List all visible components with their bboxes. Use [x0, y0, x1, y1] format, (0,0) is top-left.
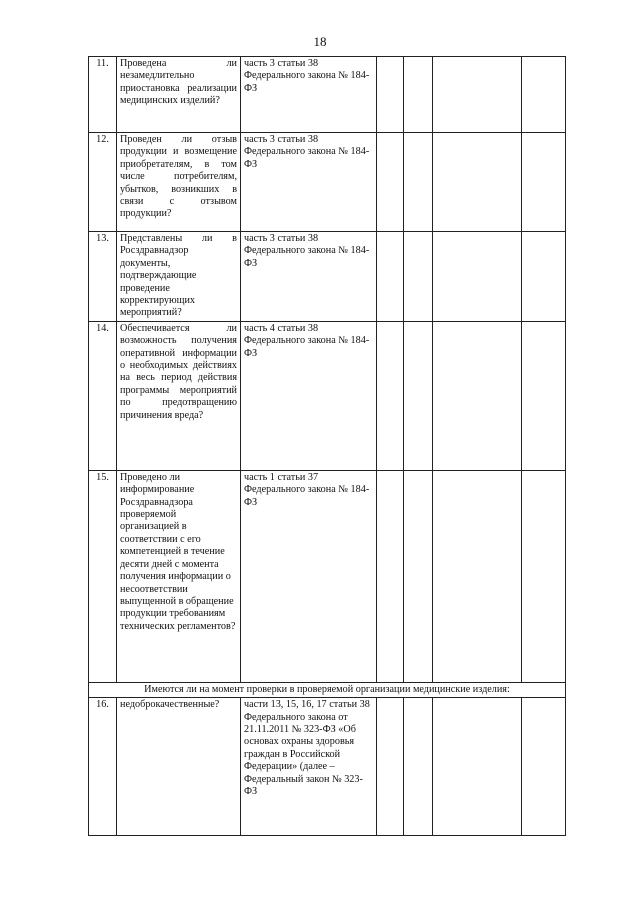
- legal-reference-cell: часть 3 статьи 38 Федерального закона № 184-ФЗ: [241, 232, 377, 322]
- yes-cell: [377, 57, 404, 133]
- section-header: Имеются ли на момент проверки в проверяемой организации медицинские изделия:: [89, 682, 566, 697]
- table-row: [89, 321, 566, 470]
- legal-reference-cell: часть 3 статьи 38 Федерального закона № 184-ФЗ: [241, 57, 377, 133]
- no-cell: [404, 698, 433, 836]
- note-cell: [522, 232, 566, 322]
- legal-reference-cell: части 13, 15, 16, 17 статьи 38 Федерального закона от 21.11.2011 № 323-ФЗ «Об основах охраны здоровья граждан в Российской Федерации» (далее – Федеральный закон № 323-ФЗ: [241, 698, 377, 836]
- row-number: 14.: [89, 321, 117, 470]
- note-cell: [522, 321, 566, 470]
- not-applicable-cell: [433, 57, 522, 133]
- table-row: [89, 470, 566, 682]
- question-cell: Проведен ли отзыв продукции и возмещение приобретателям, в том числе потребителям, убытков, возникших в связи с отзывом продукции?: [117, 133, 241, 232]
- no-cell: [404, 232, 433, 322]
- legal-reference-cell: часть 3 статьи 38 Федерального закона № 184-ФЗ: [241, 133, 377, 232]
- row-number: 16.: [89, 698, 117, 836]
- table-row: [89, 57, 566, 133]
- not-applicable-cell: [433, 698, 522, 836]
- no-cell: [404, 321, 433, 470]
- row-number: 12.: [89, 133, 117, 232]
- yes-cell: [377, 232, 404, 322]
- yes-cell: [377, 698, 404, 836]
- note-cell: [522, 470, 566, 682]
- note-cell: [522, 133, 566, 232]
- yes-cell: [377, 133, 404, 232]
- note-cell: [522, 698, 566, 836]
- yes-cell: [377, 470, 404, 682]
- not-applicable-cell: [433, 232, 522, 322]
- not-applicable-cell: [433, 321, 522, 470]
- no-cell: [404, 57, 433, 133]
- page-number: 18: [313, 34, 327, 49]
- section-header-row: [89, 682, 566, 697]
- not-applicable-cell: [433, 133, 522, 232]
- note-cell: [522, 57, 566, 133]
- legal-reference-cell: часть 4 статьи 38 Федерального закона № 184-ФЗ: [241, 321, 377, 470]
- checklist-table: [88, 56, 566, 836]
- question-cell: недоброкачественные?: [117, 698, 241, 836]
- question-cell: Представлены ли в Росздравнадзор документы, подтверждающие проведение корректирующих мероприятий?: [117, 232, 241, 322]
- yes-cell: [377, 321, 404, 470]
- question-cell: Проведено ли информирование Росздравнадзора проверяемой организацией в соответствии с его компетенцией в течение десяти дней с момента получения информации о несоответствии выпущенной в обращение продукции требованиям технических регламентов?: [117, 470, 241, 682]
- table-row: [89, 133, 566, 232]
- not-applicable-cell: [433, 470, 522, 682]
- question-cell: Обеспечивается ли возможность получения оперативной информации о необходимых действиях на весь период действия программы мероприятий по предотвращению причинения вреда?: [117, 321, 241, 470]
- row-number: 13.: [89, 232, 117, 322]
- row-number: 11.: [89, 57, 117, 133]
- question-cell: Проведена ли незамедлительно приостановка реализации медицинских изделий?: [117, 57, 241, 133]
- table-row: [89, 232, 566, 322]
- no-cell: [404, 470, 433, 682]
- row-number: 15.: [89, 470, 117, 682]
- legal-reference-cell: часть 1 статьи 37 Федерального закона № 184-ФЗ: [241, 470, 377, 682]
- no-cell: [404, 133, 433, 232]
- table-row: [89, 698, 566, 836]
